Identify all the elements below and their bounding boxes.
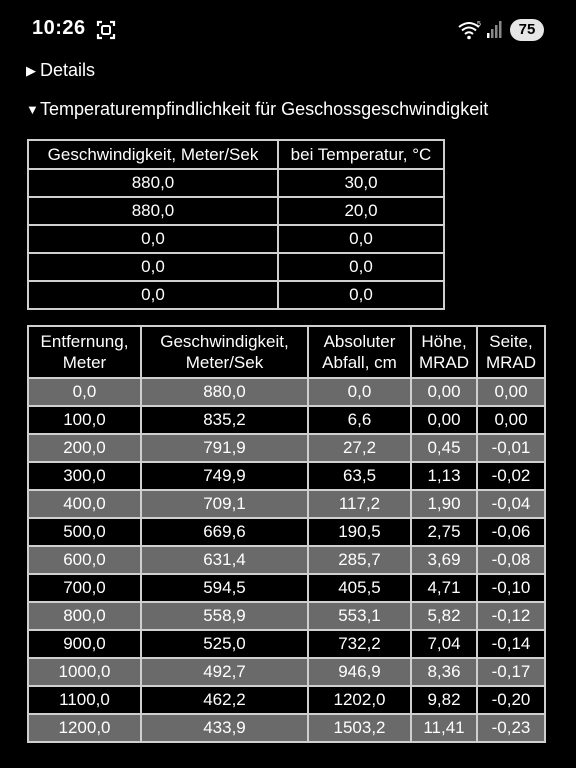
velocity-cell: 709,1 [141, 490, 308, 518]
temperature-cell: 0,0 [278, 281, 444, 309]
table-row [28, 714, 545, 742]
velocity-cell: 749,9 [141, 462, 308, 490]
velocity-cell: 462,2 [141, 686, 308, 714]
status-bar [0, 0, 576, 56]
distance-cell: 500,0 [28, 518, 141, 546]
velocity-cell: 835,2 [141, 406, 308, 434]
velocity-cell: 880,0 [28, 197, 278, 225]
header-distance [28, 326, 141, 378]
elevation-cell: 5,82 [411, 602, 477, 630]
temperature-cell: 0,0 [278, 225, 444, 253]
windage-cell: -0,20 [477, 686, 545, 714]
table-row [28, 574, 545, 602]
elevation-cell: 0,00 [411, 378, 477, 406]
velocity-cell: 433,9 [141, 714, 308, 742]
svg-text:5: 5 [477, 21, 481, 28]
header-velocity [141, 326, 308, 378]
status-time: 10:26 [32, 17, 86, 39]
windage-cell: -0,04 [477, 490, 545, 518]
temperature-cell: 0,0 [278, 253, 444, 281]
trajectory-table-body [28, 378, 545, 742]
elevation-cell: 8,36 [411, 658, 477, 686]
signal-icon [486, 20, 502, 38]
distance-cell: 400,0 [28, 490, 141, 518]
table-row [28, 406, 545, 434]
temperature-cell: 30,0 [278, 169, 444, 197]
table-row [28, 630, 545, 658]
header-velocity-line2: Meter/Sek [185, 353, 264, 372]
table-row [28, 602, 545, 630]
header-windage-line2: MRAD [485, 353, 537, 372]
elevation-cell: 4,71 [411, 574, 477, 602]
distance-cell: 300,0 [28, 462, 141, 490]
windage-cell: -0,01 [477, 434, 545, 462]
header-drop [308, 326, 411, 378]
header-distance-line1: Entfernung, [40, 332, 129, 351]
windage-cell: -0,23 [477, 714, 545, 742]
table-row [28, 253, 444, 281]
wifi-icon [458, 20, 482, 40]
expand-triangle-icon: ▶ [26, 63, 36, 78]
collapse-triangle-icon: ▼ [26, 102, 39, 117]
table-row [28, 462, 545, 490]
windage-cell: 0,00 [477, 406, 545, 434]
velocity-cell: 525,0 [141, 630, 308, 658]
velocity-cell: 669,6 [141, 518, 308, 546]
distance-cell: 100,0 [28, 406, 141, 434]
velocity-cell: 0,0 [28, 225, 278, 253]
velocity-cell: 558,9 [141, 602, 308, 630]
distance-cell: 900,0 [28, 630, 141, 658]
distance-cell: 1100,0 [28, 686, 141, 714]
elevation-cell: 1,13 [411, 462, 477, 490]
velocity-cell: 880,0 [28, 169, 278, 197]
table-row [28, 658, 545, 686]
distance-cell: 1000,0 [28, 658, 141, 686]
header-drop-line2: Abfall, cm [322, 353, 397, 372]
elevation-cell: 3,69 [411, 546, 477, 574]
drop-cell: 946,9 [308, 658, 411, 686]
temperature-sensitivity-table [27, 139, 445, 310]
windage-cell: -0,14 [477, 630, 545, 658]
elevation-cell: 1,90 [411, 490, 477, 518]
details-toggle[interactable] [26, 60, 95, 81]
drop-cell: 1202,0 [308, 686, 411, 714]
drop-cell: 0,0 [308, 378, 411, 406]
table-row [28, 197, 444, 225]
header-elevation [411, 326, 477, 378]
elevation-cell: 0,45 [411, 434, 477, 462]
windage-cell: -0,06 [477, 518, 545, 546]
table-row [28, 518, 545, 546]
temperature-sensitivity-label: Temperaturempfindlichkeit für Geschossgeschwindigkeit [40, 99, 489, 119]
velocity-cell: 594,5 [141, 574, 308, 602]
header-velocity-line1: Geschwindigkeit, [160, 332, 289, 351]
drop-cell: 63,5 [308, 462, 411, 490]
temperature-cell: 20,0 [278, 197, 444, 225]
table-row [28, 434, 545, 462]
drop-cell: 6,6 [308, 406, 411, 434]
velocity-cell: 0,0 [28, 281, 278, 309]
details-label: Details [40, 60, 96, 80]
table-header-row [28, 140, 444, 169]
battery-level-badge: 75 [510, 19, 544, 41]
header-drop-line1: Absoluter [323, 332, 396, 351]
elevation-cell: 7,04 [411, 630, 477, 658]
velocity-cell: 791,9 [141, 434, 308, 462]
velocity-cell: 631,4 [141, 546, 308, 574]
velocity-cell: 492,7 [141, 658, 308, 686]
elevation-cell: 9,82 [411, 686, 477, 714]
drop-cell: 190,5 [308, 518, 411, 546]
elevation-cell: 11,41 [411, 714, 477, 742]
header-elevation-line2: MRAD [418, 353, 470, 372]
distance-cell: 600,0 [28, 546, 141, 574]
drop-cell: 1503,2 [308, 714, 411, 742]
distance-cell: 700,0 [28, 574, 141, 602]
windage-cell: 0,00 [477, 378, 545, 406]
header-temperature: bei Temperatur, °C [278, 140, 444, 169]
windage-cell: -0,08 [477, 546, 545, 574]
screenshot-icon [96, 20, 116, 40]
velocity-cell: 880,0 [141, 378, 308, 406]
header-distance-line2: Meter [62, 353, 107, 372]
drop-cell: 285,7 [308, 546, 411, 574]
drop-cell: 553,1 [308, 602, 411, 630]
header-windage [477, 326, 545, 378]
velocity-cell: 0,0 [28, 253, 278, 281]
header-velocity: Geschwindigkeit, Meter/Sek [28, 140, 278, 169]
drop-cell: 405,5 [308, 574, 411, 602]
drop-cell: 732,2 [308, 630, 411, 658]
drop-cell: 117,2 [308, 490, 411, 518]
table-row [28, 169, 444, 197]
table-row [28, 686, 545, 714]
windage-cell: -0,10 [477, 574, 545, 602]
table-row [28, 546, 545, 574]
distance-cell: 200,0 [28, 434, 141, 462]
windage-cell: -0,12 [477, 602, 545, 630]
table-row [28, 225, 444, 253]
header-windage-line1: Seite, [489, 332, 533, 351]
temperature-sensitivity-toggle[interactable] [26, 99, 488, 120]
windage-cell: -0,02 [477, 462, 545, 490]
table-row [28, 490, 545, 518]
distance-cell: 1200,0 [28, 714, 141, 742]
trajectory-table [27, 325, 546, 743]
table-row [28, 281, 444, 309]
drop-cell: 27,2 [308, 434, 411, 462]
header-elevation-line1: Höhe, [421, 332, 467, 351]
distance-cell: 0,0 [28, 378, 141, 406]
distance-cell: 800,0 [28, 602, 141, 630]
table-row [28, 378, 545, 406]
elevation-cell: 2,75 [411, 518, 477, 546]
elevation-cell: 0,00 [411, 406, 477, 434]
table-header-row [28, 326, 545, 378]
windage-cell: -0,17 [477, 658, 545, 686]
